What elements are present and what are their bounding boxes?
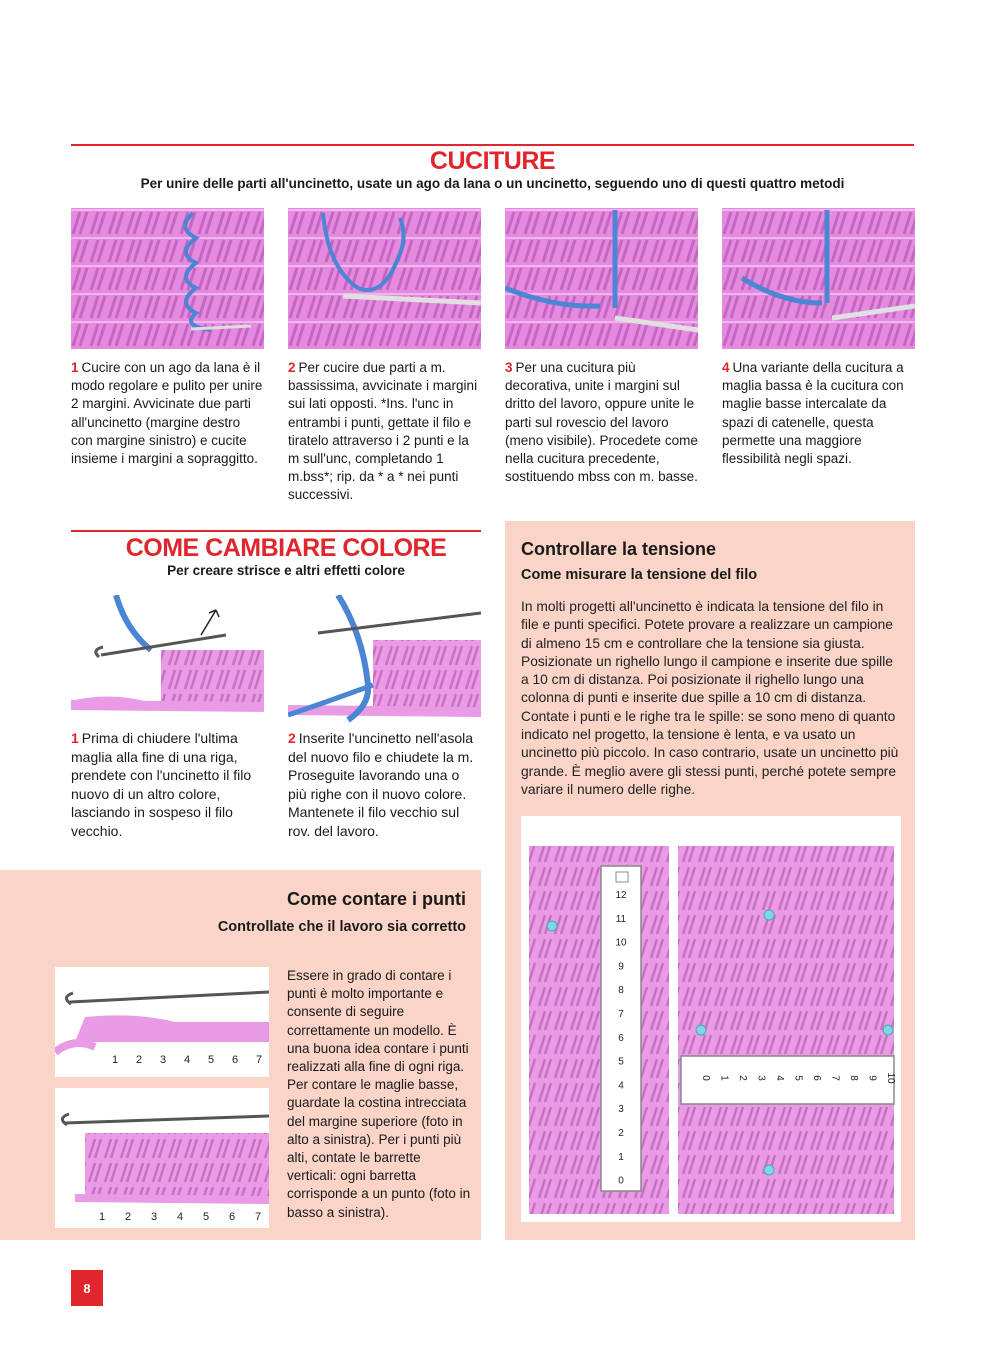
cuciture-step-4: 4 Una variante della cucitura a maglia bassa è la cucitura con maglie basse intercalate da spazi di catenelle, questa permette una maggiore flessibilità negli spazi. bbox=[722, 360, 904, 467]
ruler-horizontal-label: 6 bbox=[811, 1075, 822, 1081]
stitch-count-label: 5 bbox=[207, 1054, 215, 1066]
cuciture-step-3: 3 Per una cucitura più decorativa, unite i margini sul dritto del lavoro, oppure unite le parti sul rovescio del lavoro (meno visibile). Procedete come nella cucitura precedente, sostituendo mbss con m. basse. bbox=[505, 360, 698, 485]
ruler-horizontal-label: 3 bbox=[755, 1075, 767, 1081]
cuciture-step-2: 2 Per cucire due parti a m. bassissima, avvicinate i margini sui lati opposti. *Ins. l'unc in entrambi i punti, gettate il filo e tiratelo attraverso i 2 punti e la m sull'unc, completando 1 m.bss*; rip. da * a * nei punti successivi. bbox=[288, 360, 478, 503]
gauge-svg bbox=[521, 816, 901, 1222]
ruler-horizontal-label: 2 bbox=[737, 1075, 748, 1081]
ruler-vertical-label: 8 bbox=[618, 985, 624, 997]
ruler-vertical-label: 5 bbox=[618, 1056, 624, 1068]
ruler-horizontal-label: 7 bbox=[829, 1075, 841, 1081]
colore-step-2: 2 Inserite l'uncinetto nell'asola del nuovo filo e chiudete la m. Proseguite lavorando una o più righe con il nuovo colore. Mantenete il filo vecchio sul rov. del lavoro. bbox=[288, 730, 474, 839]
pin-icon bbox=[547, 921, 557, 931]
contare-drawing-bottom bbox=[55, 1088, 269, 1228]
cuciture-top-rule bbox=[71, 144, 914, 146]
ruler-horizontal-label: 8 bbox=[848, 1075, 859, 1081]
ruler-horizontal-label: 0 bbox=[700, 1075, 711, 1081]
ruler-vertical-label: 2 bbox=[618, 1128, 624, 1139]
colore-subtitle: Per creare strisce e altri effetti colore bbox=[167, 563, 405, 578]
ruler-vertical-label: 11 bbox=[615, 913, 627, 925]
ruler-vertical-label: 10 bbox=[615, 937, 627, 949]
contare-subtitle: Controllate che il lavoro sia corretto bbox=[217, 919, 466, 935]
cuciture-photo-4 bbox=[722, 208, 915, 349]
tensione-title: Controllare la tensione bbox=[521, 539, 717, 559]
stitch-count-label: 4 bbox=[176, 1211, 184, 1223]
tensione-subtitle: Come misurare la tensione del filo bbox=[521, 567, 758, 583]
page-number: 8 bbox=[71, 1270, 103, 1306]
pin-icon bbox=[883, 1025, 893, 1035]
ruler-vertical-label: 4 bbox=[618, 1080, 624, 1092]
cuciture-subtitle: Per unire delle parti all'uncinetto, usate un ago da lana o un uncinetto, seguendo uno di questi quattro metodi bbox=[140, 176, 845, 191]
stitch-count-label: 7 bbox=[255, 1054, 263, 1066]
pin-icon bbox=[696, 1025, 706, 1035]
colore-step-1: 1 Prima di chiudere l'ultima maglia alla fine di una riga, prendete con l'uncinetto il filo nuovo di un altro colore, lasciando in sospeso il filo vecchio. bbox=[71, 730, 252, 839]
ruler-vertical-label: 1 bbox=[618, 1151, 624, 1163]
contare-title: Come contare i punti bbox=[286, 889, 466, 909]
stitch-count-label: 3 bbox=[150, 1211, 158, 1223]
cuciture-title: CUCITURE bbox=[429, 147, 556, 175]
stitch-count-label: 2 bbox=[135, 1054, 143, 1066]
stitch-count-label: 1 bbox=[98, 1211, 106, 1223]
colore-title: COME CAMBIARE COLORE bbox=[125, 534, 447, 562]
cuciture-photo-3 bbox=[505, 208, 698, 349]
stitch-count-label: 6 bbox=[228, 1211, 236, 1223]
ruler-vertical-label: 0 bbox=[618, 1175, 624, 1187]
cuciture-photo-2 bbox=[288, 208, 481, 349]
stitch-count-label: 2 bbox=[124, 1211, 132, 1223]
contare-drawing-top bbox=[55, 967, 269, 1077]
ruler-vertical-label: 6 bbox=[618, 1032, 624, 1044]
tensione-gauge-drawing bbox=[521, 816, 901, 1222]
pin-icon bbox=[764, 910, 774, 920]
stitch-count-label: 7 bbox=[254, 1211, 262, 1223]
ruler-vertical-label: 3 bbox=[618, 1104, 624, 1116]
stitch-count-label: 5 bbox=[202, 1211, 210, 1223]
colore-top-rule bbox=[71, 530, 481, 532]
ruler-horizontal-label: 10 bbox=[885, 1072, 896, 1084]
ruler-vertical-label: 12 bbox=[615, 890, 627, 901]
colore-drawing-2 bbox=[288, 595, 481, 723]
ruler-horizontal-label: 4 bbox=[774, 1075, 785, 1081]
cuciture-photo-1 bbox=[71, 208, 264, 349]
ruler-vertical-label: 9 bbox=[618, 961, 624, 973]
ruler-vertical-label: 7 bbox=[618, 1009, 624, 1020]
ruler-horizontal-label: 9 bbox=[866, 1075, 878, 1081]
pin-icon bbox=[764, 1165, 774, 1175]
colore-drawing-1 bbox=[71, 595, 264, 723]
contare-text: Essere in grado di contare i punti è molto importante e consente di seguire correttamente un modello. È una buona idea contare i punti realizzati alla fine di ogni riga. Per contare le maglie basse, guardate la costina intrecciata del margine superiore (foto in alto a sinistra). Per i punti più alti, contate le barrette verticali: ogni barretta corrisponde a un punto (foto in basso a sinistra). bbox=[287, 968, 471, 1220]
ruler-horizontal-label: 5 bbox=[792, 1075, 804, 1081]
stitch-count-label: 4 bbox=[183, 1054, 191, 1066]
horizontal-ruler bbox=[681, 1056, 894, 1104]
tensione-text: In molti progetti all'uncinetto è indicata la tensione del filo in file e punti specifici. Potete provare a realizzare un campione di almeno 15 cm e controllare che la tensione sia giusta. Posizionate un righello lungo il campione e inserite due spille a 10 cm di distanza. Poi posizionate il righello lungo una colonna di punti e inserite due spille a 10 cm di distanza. Contate i punti e le righe tra le spille: se sono meno di quanto indicato nel progetto, la tensione è lenta, e va usato un uncinetto più piccolo. In caso contrario, usate un uncinetto più grande. È meglio avere gli stessi punti, perché potete sempre variare il numero delle righe. bbox=[521, 599, 899, 797]
stitch-count-label: 6 bbox=[231, 1054, 239, 1066]
cuciture-step-1: 1 Cucire con un ago da lana è il modo regolare e pulito per unire 2 margini. Avvicinate due parti all'uncinetto (margine destro con margine sinistro) e cucite insieme i margini a sopraggitto. bbox=[71, 360, 263, 467]
stitch-count-label: 3 bbox=[159, 1054, 167, 1066]
stitch-count-label: 1 bbox=[111, 1054, 119, 1066]
ruler-horizontal-label: 1 bbox=[718, 1075, 730, 1081]
